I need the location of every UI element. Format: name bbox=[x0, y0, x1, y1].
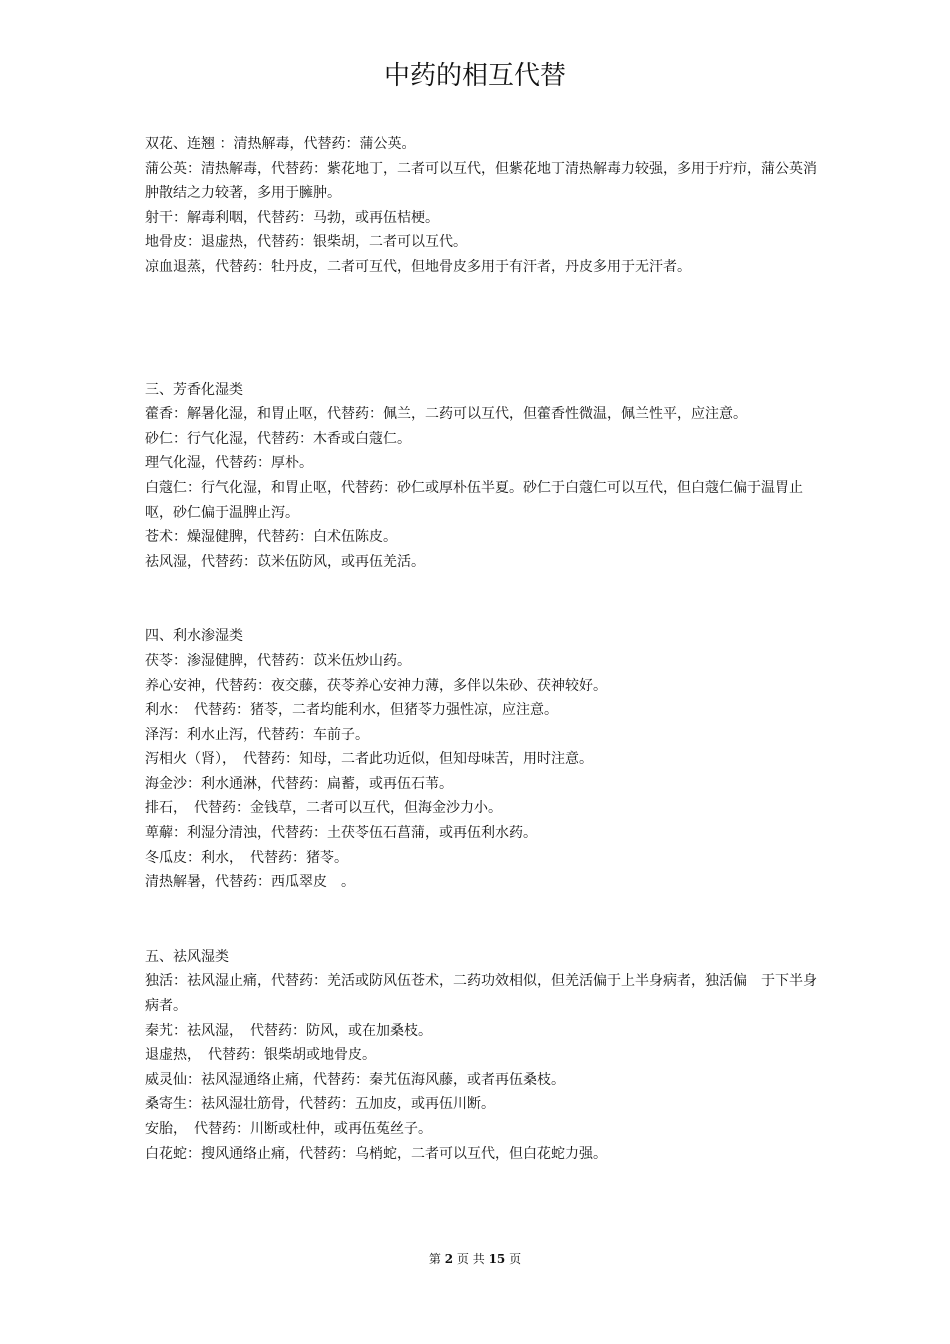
paragraph: 利水： 代替药：猪苓，二者均能利水，但猪苓力强性凉，应注意。 bbox=[145, 702, 558, 719]
paragraph: 海金沙：利水通淋，代替药：扁蓄，或再伍石苇。 bbox=[145, 775, 453, 792]
paragraph: 泻相火（肾）， 代替药：知母，二者此功近似，但知母味苦，用时注意。 bbox=[145, 751, 593, 768]
paragraph: 秦艽：祛风湿， 代替药：防风，或在加桑枝。 bbox=[145, 1022, 432, 1039]
paragraph: 祛风湿，代替药：苡米伍防风，或再伍羌活。 bbox=[145, 553, 425, 570]
paragraph: 泽泻：利水止泻，代替药：车前子。 bbox=[145, 726, 369, 743]
spacer bbox=[145, 280, 817, 378]
paragraph: 砂仁：行气化湿，代替药：木香或白蔻仁。 bbox=[145, 430, 411, 447]
paragraph: 桑寄生：祛风湿壮筋骨，代替药：五加皮，或再伍川断。 bbox=[145, 1096, 495, 1113]
paragraph: 蒲公英：清热解毒，代替药：紫花地丁，二者可以互代，但紫花地丁清热解毒力较强，多用于疔疖，蒲公英消肿散结之力较著，多用于臃肿。 bbox=[145, 160, 817, 202]
paragraph: 排石， 代替药：金钱草，二者可以互代，但海金沙力小。 bbox=[145, 800, 502, 817]
page-title: 中药的相互代替 bbox=[383, 61, 566, 91]
section-heading: 三、芳香化湿类 bbox=[145, 381, 243, 398]
paragraph: 清热解暑，代替药：西瓜翠皮 。 bbox=[145, 874, 355, 891]
page-footer bbox=[0, 1250, 950, 1268]
section-heading: 四、利水渗湿类 bbox=[145, 628, 243, 645]
paragraph: 茯苓：渗湿健脾，代替药：苡米伍炒山药。 bbox=[145, 652, 411, 669]
paragraph: 养心安神，代替药：夜交藤，茯苓养心安神力薄，多伴以朱砂、茯神较好。 bbox=[145, 677, 607, 694]
paragraph: 藿香：解暑化湿，和胃止呕，代替药：佩兰，二药可以互代，但藿香性微温，佩兰性平，应注意。 bbox=[145, 406, 747, 423]
paragraph: 退虚热， 代替药：银柴胡或地骨皮。 bbox=[145, 1047, 376, 1064]
paragraph: 萆薢：利湿分清浊，代替药：土茯苓伍石菖蒲，或再伍利水药。 bbox=[145, 825, 537, 842]
paragraph: 独活：祛风湿止痛，代替药：羌活或防风伍苍术，二药功效相似，但羌活偏于上半身病者，独活偏 于下半身病者。 bbox=[145, 973, 817, 1015]
section-heading: 五、祛风湿类 bbox=[145, 948, 229, 965]
total-pages-number: 15 bbox=[488, 1252, 506, 1266]
footer-suffix: 页 bbox=[509, 1252, 522, 1266]
current-page-number: 2 bbox=[444, 1252, 454, 1266]
paragraph: 射干：解毒利咽，代替药：马勃，或再伍桔梗。 bbox=[145, 209, 439, 226]
paragraph: 安胎， 代替药：川断或杜仲，或再伍菟丝子。 bbox=[145, 1121, 432, 1137]
paragraph: 苍术：燥湿健脾，代替药：白术伍陈皮。 bbox=[145, 529, 397, 546]
paragraph: 白蔻仁：行气化湿，和胃止呕，代替药：砂仁或厚朴伍半夏。砂仁于白蔻仁可以互代，但白蔻仁偏于温胃止呕，砂仁偏于温脾止泻。 bbox=[145, 479, 803, 521]
document-body bbox=[145, 132, 817, 1166]
paragraph: 凉血退蒸，代替药：牡丹皮，二者可互代，但地骨皮多用于有汗者，丹皮多用于无汗者。 bbox=[145, 258, 691, 275]
paragraph: 地骨皮：退虚热，代替药：银柴胡，二者可以互代。 bbox=[145, 234, 467, 251]
footer-prefix: 第 bbox=[428, 1252, 441, 1266]
spacer bbox=[145, 574, 817, 624]
footer-middle: 页 共 bbox=[456, 1252, 485, 1266]
paragraph: 白花蛇：搜风通络止痛，代替药：乌梢蛇，二者可以互代，但白花蛇力强。 bbox=[145, 1145, 607, 1162]
paragraph: 威灵仙：祛风湿通络止痛，代替药：秦艽伍海风藤，或者再伍桑枝。 bbox=[145, 1071, 565, 1088]
paragraph: 冬瓜皮：利水， 代替药：猪苓。 bbox=[145, 849, 348, 866]
spacer bbox=[145, 895, 817, 945]
paragraph: 理气化湿，代替药：厚朴。 bbox=[145, 455, 313, 472]
paragraph: 双花、连翘 ：清热解毒，代替药：蒲公英。 bbox=[145, 136, 416, 152]
